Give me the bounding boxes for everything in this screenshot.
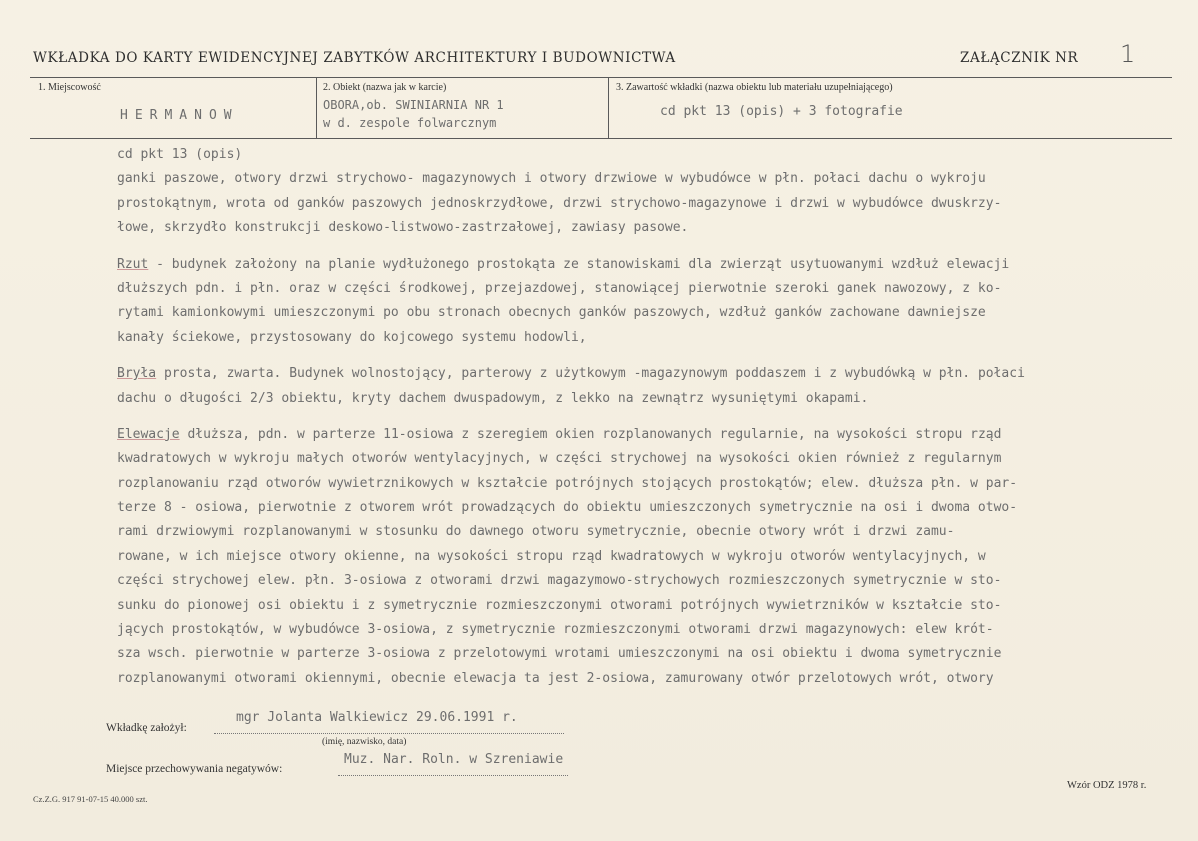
section-heading-rzut: Rzut — [117, 256, 149, 272]
body-line: sza wsch. pierwotnie w parterze 3-osiowa z przelotowymi wrotami umieszczonymi na osi obiektu i dwoma symetrycznie — [117, 646, 1002, 662]
body-line: ganki paszowe, otwory drzwi strychowo- magazynowych i otwory drzwiowe w wybudówce w płn. połaci dachu o wykroju — [117, 171, 986, 187]
body-line: łowe, skrzydło konstrukcji deskowo-listwowo-zastrzałowej, zawiasy pasowe. — [117, 220, 689, 236]
locality-label: 1. Miejscowość — [38, 82, 101, 93]
body-line: Rzut - budynek założony na planie wydłużonego prostokąta ze stanowiskami dla zwierząt usytuowanymi wzdłuż elewacji — [117, 256, 1010, 272]
body-line: rytami kamionkowymi umieszczonymi po obu stronach obecnych ganków paszowych, wzdłuż ganków zachowane dawniejsze — [117, 305, 986, 321]
body-line: części strychowej elew. płn. 3-osiowa z otworami drzwi magazymowo-strychowych rozmieszczonych symetrycznie w sto- — [117, 573, 1002, 589]
locality-value: HERMANOW — [120, 108, 239, 123]
header-rule-bottom — [30, 138, 1172, 139]
storage-label: Miejsce przechowywania negatywów: — [106, 763, 283, 775]
section-heading-elewacje: Elewacje — [117, 426, 180, 442]
object-value-line2: w d. zespole folwarcznym — [323, 116, 497, 130]
field-divider-2 — [608, 77, 609, 138]
body-line: jących prostokątów, w wybudówce 3-osiowa, z symetrycznie rozmieszczonymi otworami drzwi magazynowych: elew krót- — [117, 622, 994, 638]
storage-dotted-line — [338, 775, 568, 776]
author-label: Wkładkę założył: — [106, 722, 187, 734]
field-divider-1 — [316, 77, 317, 138]
author-caption: (imię, nazwisko, data) — [322, 737, 407, 747]
body-line: rozplanowaniu rząd otworów wywietrznikowych w kształcie potrójnych stojących prostokątów; elew. dłuższa płn. w par- — [117, 475, 1018, 491]
body-line: kwadratowych w wykroju małych otworów wentylacyjnych, w części strychowej na wysokości okien również z regularnym — [117, 451, 1002, 467]
body-line: kanały ściekowe, przystosowany do kojcowego systemu hodowli, — [117, 329, 587, 345]
author-value: mgr Jolanta Walkiewicz 29.06.1991 r. — [236, 710, 518, 725]
object-label: 2. Obiekt (nazwa jak w karcie) — [323, 82, 447, 93]
body-line: Bryła prosta, zwarta. Budynek wolnostojący, parterowy z użytkowym -magazynowym poddaszem i z wybudówką w płn. połaci — [117, 366, 1025, 382]
storage-value: Muz. Nar. Roln. w Szreniawie — [344, 752, 564, 767]
print-number: Cz.Z.G. 917 91-07-15 40.000 szt. — [33, 794, 148, 804]
contents-value: cd pkt 13 (opis) + 3 fotografie — [660, 104, 903, 119]
description-body — [117, 143, 1077, 691]
body-line: sunku do pionowej osi obiektu i z symetrycznie rozmieszczonymi otworami potrójnych wywietrzników w kształcie sto- — [117, 597, 1002, 613]
body-line: prostokątnym, wrota od ganków paszowych jednoskrzydłowe, drzwi strychowo-magazynowe i drzwi w wybudówce dwuskrzy- — [117, 195, 1002, 211]
body-line: dłuższych pdn. i płn. oraz w części środkowej, przejazdowej, stanowiącej pierwotnie szeroki ganek nawozowy, z ko- — [117, 280, 1002, 296]
body-line: rami drzwiowymi rozplanowanymi w stosunku do dawnego otworu symetrycznie, obecnie otwory wrót i drzwi zamu- — [117, 524, 955, 540]
body-line: Elewacje dłuższa, pdn. w parterze 11-osiowa z szeregiem okien rozplanowanych regularnie, na wysokości stropu rząd — [117, 426, 1002, 442]
body-line: cd pkt 13 (opis) — [117, 147, 243, 162]
body-line: dachu o długości 2/3 obiektu, kryty dachem dwuspadowym, z lekko na zewnątrz wysuniętymi okapami. — [117, 390, 869, 406]
form-title: WKŁADKA DO KARTY EWIDENCYJNEJ ZABYTKÓW ARCHITEKTURY I BUDOWNICTWA — [33, 50, 676, 66]
form-model: Wzór ODZ 1978 r. — [1067, 780, 1147, 791]
body-line: terze 8 - osiowa, pierwotnie z otworem wrót prowadzących do obiektu umieszczonych symetrycznie na osi i dwoma otwo- — [117, 500, 1018, 516]
author-dotted-line — [214, 733, 564, 734]
attachment-number: 1 — [1120, 40, 1136, 68]
body-line: rowane, w ich miejsce otwory okienne, na wysokości stropu rząd kwadratowych w wykroju otworów wentylacyjnych, w — [117, 548, 986, 564]
attachment-label: ZAŁĄCZNIK NR — [960, 50, 1079, 66]
contents-label: 3. Zawartość wkładki (nazwa obiektu lub materiału uzupełniającego) — [616, 82, 893, 93]
object-value-line1: OBORA,ob. SWINIARNIA NR 1 — [323, 98, 504, 112]
header-rule-top — [30, 77, 1172, 78]
section-heading-bryla: Bryła — [117, 366, 157, 382]
body-line: rozplanowanymi otworami okiennymi, obecnie elewacja ta jest 2-osiowa, zamurowany otwór przelotowych wrót, otwory — [117, 670, 994, 686]
